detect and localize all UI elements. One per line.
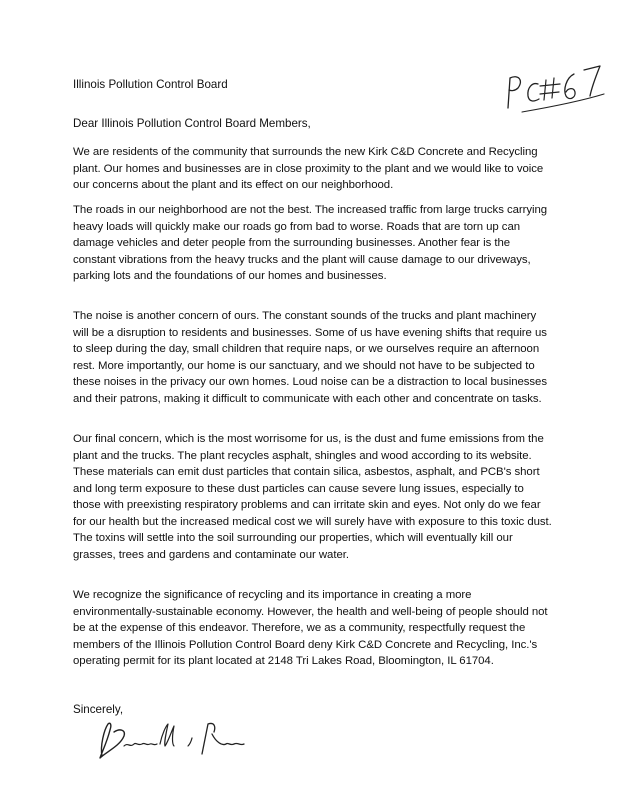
handwritten-stamp <box>500 56 610 116</box>
paragraph-4: Our final concern, which is the most worrisome for us, is the dust and fume emissions from the plant and the trucks. The plant recycles asphalt, shingles and wood according to its website. These materials can emit dust particles that contain silica, asbestos, asphalt, and PCB's short and long term exposure to these dust particles can cause severe lung issues, especially to those with preexisting respiratory problems and can irritate skin and eyes. Not only do we fear for our health but the increased medical cost we will surely have with exposure to this toxic dust. The toxins will settle into the soil surrounding our properties, which will eventually kill our grasses, trees and gardens and contaminate our water. <box>73 433 552 561</box>
paragraph-5: We recognize the significance of recycling and its importance in creating a more environmentally-sustainable economy. However, the health and well-being of people should not be at the expense of this endeavor. Therefore, we as a community, respectfully request the members of the Illinois Pollution Control Board deny Kirk C&D Concrete and Recycling, Inc.'s operating permit for its plant located at 2148 Tri Lakes Road, Bloomington, IL 61704. <box>73 589 548 667</box>
closing: Sincerely, <box>73 703 124 716</box>
paragraph-1: We are residents of the community that surrounds the new Kirk C&D Concrete and Recycling plant. Our homes and businesses are in close proximity to the plant and we would like to voice our concerns about the plant and its effect on our neighborhood. <box>73 146 544 191</box>
addressee: Illinois Pollution Control Board <box>73 78 228 91</box>
paragraph-2: The roads in our neighborhood are not the best. The increased traffic from large trucks carrying heavy loads will quickly make our roads go from bad to worse. Roads that are torn up can damage vehicles and deter people from the surrounding businesses. Another fear is the constant vibrations from the heavy trucks and the plant will cause damage to our driveways, parking lots and the foundations of our homes and businesses. <box>73 204 548 282</box>
signature <box>90 716 265 764</box>
salutation: Dear Illinois Pollution Control Board Members, <box>73 117 311 130</box>
paragraph-3: The noise is another concern of ours. The constant sounds of the trucks and plant machinery will be a disruption to residents and businesses. Some of us have evening shifts that require us to sleep during the day, small children that require naps, or we ourselves require an afternoon rest. More importantly, our home is our sanctuary, and we should not have to be subjected to these noises in the privacy our own homes. Loud noise can be a distraction to local businesses and their patrons, making it difficult to communicate with each other and concentrate on tasks. <box>73 310 547 405</box>
